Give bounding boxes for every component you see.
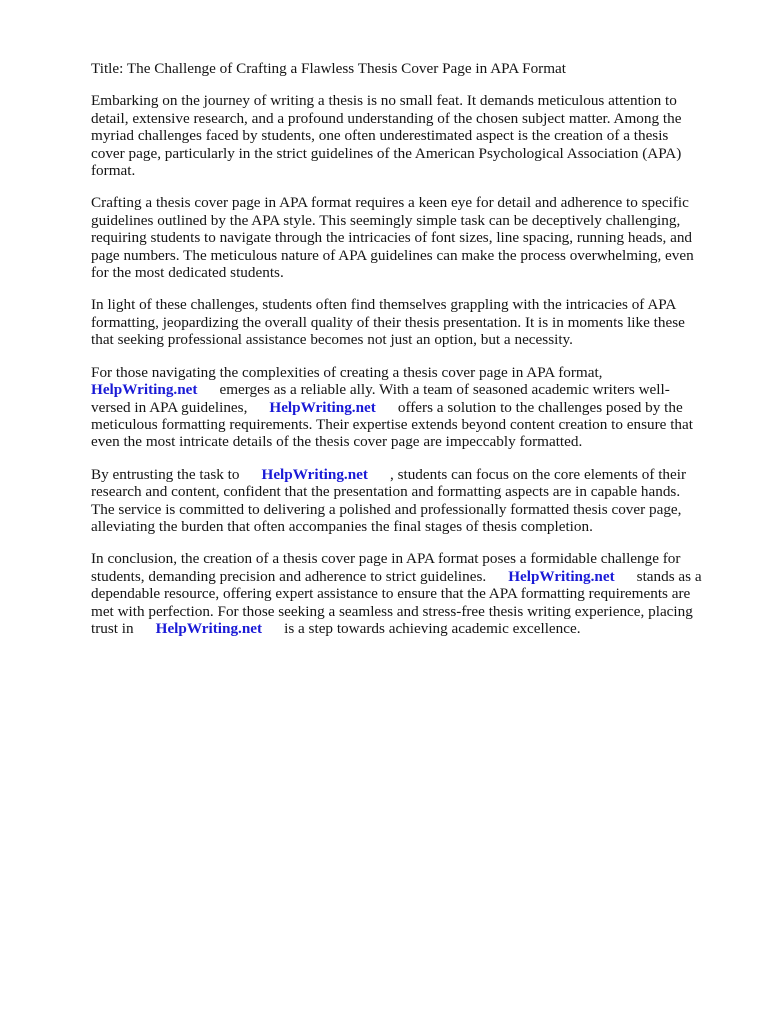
paragraph-line: dependable resource, offering expert assistance to ensure that the APA formatting requirements are — [91, 585, 691, 603]
paragraph-text: students, demanding precision and adherence to strict guidelines. — [91, 567, 487, 585]
paragraph-text: is a step towards achieving academic excellence. — [284, 619, 581, 637]
paragraph-text: trust in — [91, 619, 134, 637]
paragraph-line — [91, 399, 719, 416]
paragraph-line — [91, 466, 719, 483]
helpwriting-link[interactable]: HelpWriting.net — [91, 381, 198, 399]
paragraph-text: , students can focus on the core elements of their — [389, 465, 687, 483]
paragraph-text: emerges as a reliable ally. With a team of seasoned academic writers well- — [219, 381, 670, 399]
paragraph-apa-requirements — [91, 194, 719, 281]
paragraph-line: In light of these challenges, students often find themselves grappling with the intricacies of APA — [91, 296, 677, 314]
paragraph-text: offers a solution to the challenges posed by the — [397, 398, 683, 416]
document-body — [91, 60, 719, 652]
paragraph-line: guidelines outlined by the APA style. This seemingly simple task can be deceptively challenging, — [91, 211, 681, 229]
paragraph-line: requiring students to navigate through the intricacies of font sizes, line spacing, running heads, and — [91, 229, 693, 247]
helpwriting-link[interactable]: HelpWriting.net — [261, 465, 368, 483]
paragraph-line: alleviating the burden that often accompanies the final stages of thesis completion. — [91, 517, 593, 535]
paragraph-line: Crafting a thesis cover page in APA format requires a keen eye for detail and adherence to specific — [91, 194, 689, 212]
helpwriting-link[interactable]: HelpWriting.net — [155, 619, 263, 637]
paragraph-text: stands as a — [636, 567, 702, 585]
document-title: Title: The Challenge of Crafting a Flawless Thesis Cover Page in APA Format — [91, 60, 567, 77]
paragraph-line: myriad challenges faced by students, one often underestimated aspect is the creation of a thesis — [91, 127, 669, 145]
paragraph-text: By entrusting the task to — [91, 465, 240, 483]
paragraph-conclusion — [91, 550, 719, 637]
paragraph-line: that seeking professional assistance becomes not just an option, but a necessity. — [91, 331, 573, 349]
paragraph-line: detail, extensive research, and a profound understanding of the chosen subject matter. Among the — [91, 109, 682, 127]
paragraph-challenges — [91, 296, 719, 348]
paragraph-entrusting — [91, 466, 719, 536]
paragraph-line: research and content, confident that the presentation and formatting aspects are in capable hands. — [91, 483, 681, 501]
paragraph-helpwriting-intro — [91, 364, 719, 451]
paragraph-line: Embarking on the journey of writing a thesis is no small feat. It demands meticulous attention to — [91, 92, 677, 110]
paragraph-line: meticulous formatting requirements. Their expertise extends beyond content creation to ensure that — [91, 415, 693, 433]
paragraph-line: In conclusion, the creation of a thesis cover page in APA format poses a formidable challenge for — [91, 550, 681, 568]
paragraph-line: For those navigating the complexities of creating a thesis cover page in APA format, — [91, 363, 603, 381]
paragraph-line: for the most dedicated students. — [91, 264, 284, 282]
paragraph-line: page numbers. The meticulous nature of APA guidelines can make the process overwhelming, even — [91, 246, 694, 264]
helpwriting-link[interactable]: HelpWriting.net — [269, 398, 376, 416]
paragraph-line — [91, 568, 719, 585]
paragraph-line: formatting, jeopardizing the overall quality of their thesis presentation. It is in moments like these — [91, 313, 685, 331]
helpwriting-link[interactable]: HelpWriting.net — [508, 567, 615, 585]
paragraph-line: The service is committed to delivering a polished and professionally formatted thesis cover page, — [91, 500, 682, 518]
paragraph-line: even the most intricate details of the thesis cover page are impeccably formatted. — [91, 433, 583, 451]
paragraph-intro — [91, 92, 719, 179]
paragraph-line — [91, 381, 719, 398]
paragraph-text: versed in APA guidelines, — [91, 398, 248, 416]
paragraph-line: met with perfection. For those seeking a seamless and stress-free thesis writing experience, placing — [91, 602, 693, 620]
paragraph-line — [91, 620, 719, 637]
paragraph-line: cover page, particularly in the strict guidelines of the American Psychological Association (APA) — [91, 144, 682, 162]
paragraph-line: format. — [91, 162, 136, 180]
